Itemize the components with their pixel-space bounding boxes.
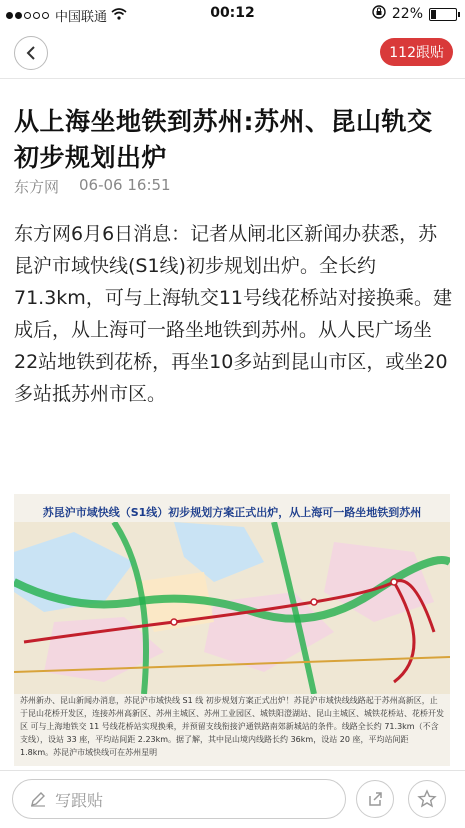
article-meta xyxy=(14,176,171,197)
article-datetime: 06-06 16:51 xyxy=(79,176,171,194)
status-bar xyxy=(0,0,465,28)
write-comment-input[interactable] xyxy=(12,779,346,819)
share-button[interactable] xyxy=(356,780,394,818)
status-time: 00:12 xyxy=(210,5,255,21)
status-right xyxy=(372,5,457,23)
share-icon xyxy=(366,790,384,808)
article-body: 东方网6月6日消息：记者从闸北区新闻办获悉，苏昆沪市域快线(S1线)初步规划出炉。全长约71.3km，可与上海轨交11号线花桥站对接换乘。建成后，从上海可一路坐地铁到苏州。从人民广场坐22站地铁到花桥，再坐10多站到昆山市区，或坐20多站抵苏州市区。 xyxy=(14,223,452,405)
image-caption: 苏昆沪市域快线（S1线）初步规划方案正式出炉，从上海可一路坐地铁到苏州 xyxy=(42,506,422,519)
favorite-button[interactable] xyxy=(408,780,446,818)
article-source[interactable]: 东方网 xyxy=(14,178,60,196)
chevron-left-icon xyxy=(25,45,37,61)
battery-icon xyxy=(429,8,457,21)
image-notes: 苏州新办、昆山新闻办消息，苏昆沪市域快线 S1 线 初步规划方案正式出炉！苏昆沪市域快线线路起于苏州高新区，止于昆山花桥开发区，连接苏州高新区、苏州主城区、苏州工业园区、城铁阳澄湖站、昆山主城区、城铁花桥站、花桥开发区 可与上海地铁交 11 号线花桥站实现换乘，并预留支线衔接沪通铁路南郊新城站的条件。线路全长约 71.3km（不含支线），设站 33 座，平均站间距 2.23km。据了解，其中昆山境内线路长约 36km，设站 20 座，平均站间距 1.8km。苏昆沪市域快线可在苏州星明 xyxy=(20,696,444,757)
rotation-lock-icon xyxy=(372,5,386,23)
pencil-icon xyxy=(29,790,47,808)
back-button[interactable] xyxy=(14,36,48,70)
article-image[interactable] xyxy=(14,494,450,766)
write-comment-placeholder: 写跟贴 xyxy=(55,790,104,810)
nav-bar xyxy=(0,28,465,79)
transit-map-image xyxy=(14,522,450,694)
bottom-bar xyxy=(0,770,465,828)
article-title: 从上海坐地铁到苏州:苏州、昆山轨交初步规划出炉 xyxy=(14,107,433,172)
battery-percent: 22% xyxy=(391,6,423,22)
battery-fill xyxy=(431,10,436,19)
star-icon xyxy=(417,789,437,809)
carrier-name: 中国联通 xyxy=(55,10,108,25)
comment-count-button[interactable]: 112跟贴 xyxy=(380,38,453,66)
